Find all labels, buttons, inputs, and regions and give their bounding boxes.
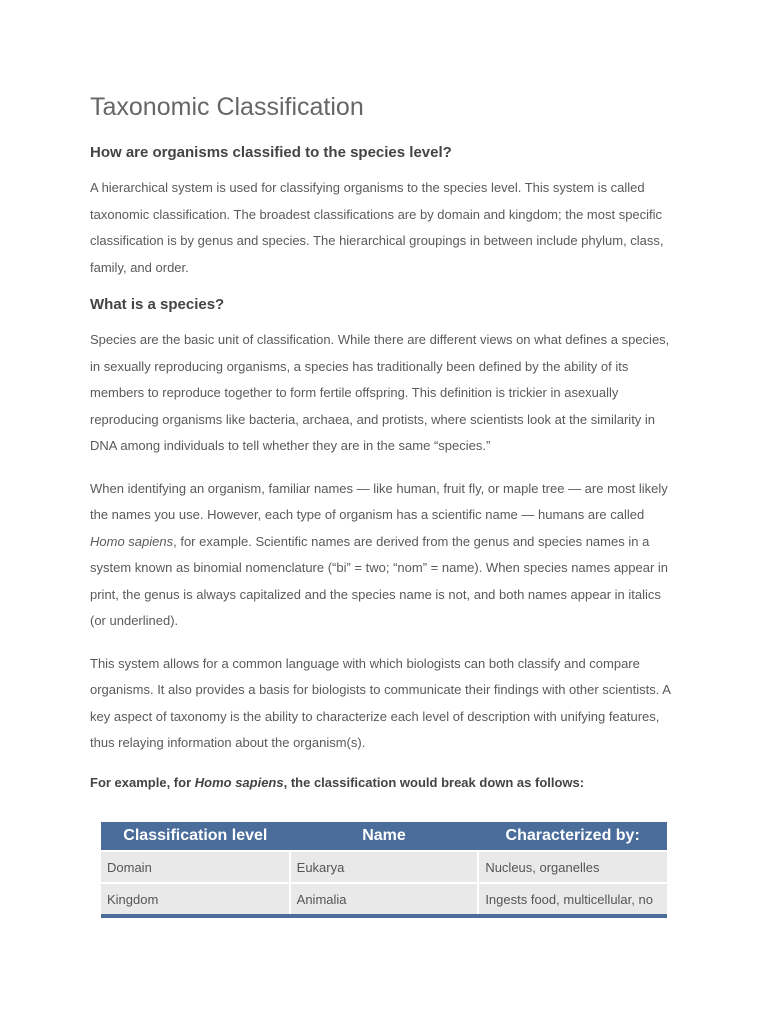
paragraph-common-language: This system allows for a common language with which biologists can both classify and compare organisms. It also provides a basis for biologists to communicate their findings with other scientists. A key aspect of taxonomy is the ability to characterize each level of description with unifying features, thus relaying information about the organism(s). xyxy=(90,655,671,750)
section-heading-what-is-species: What is a species? xyxy=(90,296,225,313)
section-heading-species-level: How are organisms classified to the species level? xyxy=(90,144,452,161)
table-cell: Ingests food, multicellular, no xyxy=(478,883,667,916)
paragraph-hierarchical-system: A hierarchical system is used for classifying organisms to the species level. This system is called taxonomic classification. The broadest classifications are by domain and kingdom; the most specific classification is by genus and species. The hierarchical groupings in between include phylum, class, family, and order. xyxy=(90,180,664,275)
example-text: For example, for xyxy=(90,774,195,790)
italic-species-name: Homo sapiens xyxy=(194,774,284,790)
paragraph-scientific-names xyxy=(90,476,680,635)
table-cell: Domain xyxy=(101,851,290,883)
table-row xyxy=(101,851,667,883)
paragraph-text: , for example. Scientific names are derived from the genus and species names in a system known as binomial nomenclature (“bi” = two; “nom” = name). When species names appear in print, the genus is always capitalized and the species name is not, and both names appear in italics (or underlined). xyxy=(90,533,669,628)
table-row xyxy=(101,883,667,916)
paragraph-text: When identifying an organism, familiar names — like human, fruit fly, or maple tree — are most likely the names you use. However, each type of organism has a scientific name — humans are called xyxy=(90,480,668,522)
table-header-classification-level: Classification level xyxy=(101,822,290,851)
page-title: Taxonomic Classification xyxy=(90,93,364,121)
table-cell: Nucleus, organelles xyxy=(478,851,667,883)
italic-species-name: Homo sapiens xyxy=(90,533,174,549)
table-cell: Kingdom xyxy=(101,883,290,916)
table-header-row xyxy=(101,822,667,851)
classification-table xyxy=(101,822,667,918)
table-header-characterized-by: Characterized by: xyxy=(478,822,667,851)
table-cell: Eukarya xyxy=(290,851,479,883)
paragraph-species-definition: Species are the basic unit of classification. While there are different views on what defines a species, in sexually reproducing organisms, a species has traditionally been defined by the ability of its members to reproduce together to form fertile offspring. This definition is trickier in asexually reproducing organisms like bacteria, archaea, and protists, where scientists look at the similarity in DNA among individuals to tell whether they are in the same “species.” xyxy=(90,332,670,453)
example-lead xyxy=(90,773,680,793)
document-body xyxy=(90,90,680,807)
example-text: , the classification would break down as follows: xyxy=(283,774,585,790)
table-cell: Animalia xyxy=(290,883,479,916)
table-header-name: Name xyxy=(290,822,479,851)
